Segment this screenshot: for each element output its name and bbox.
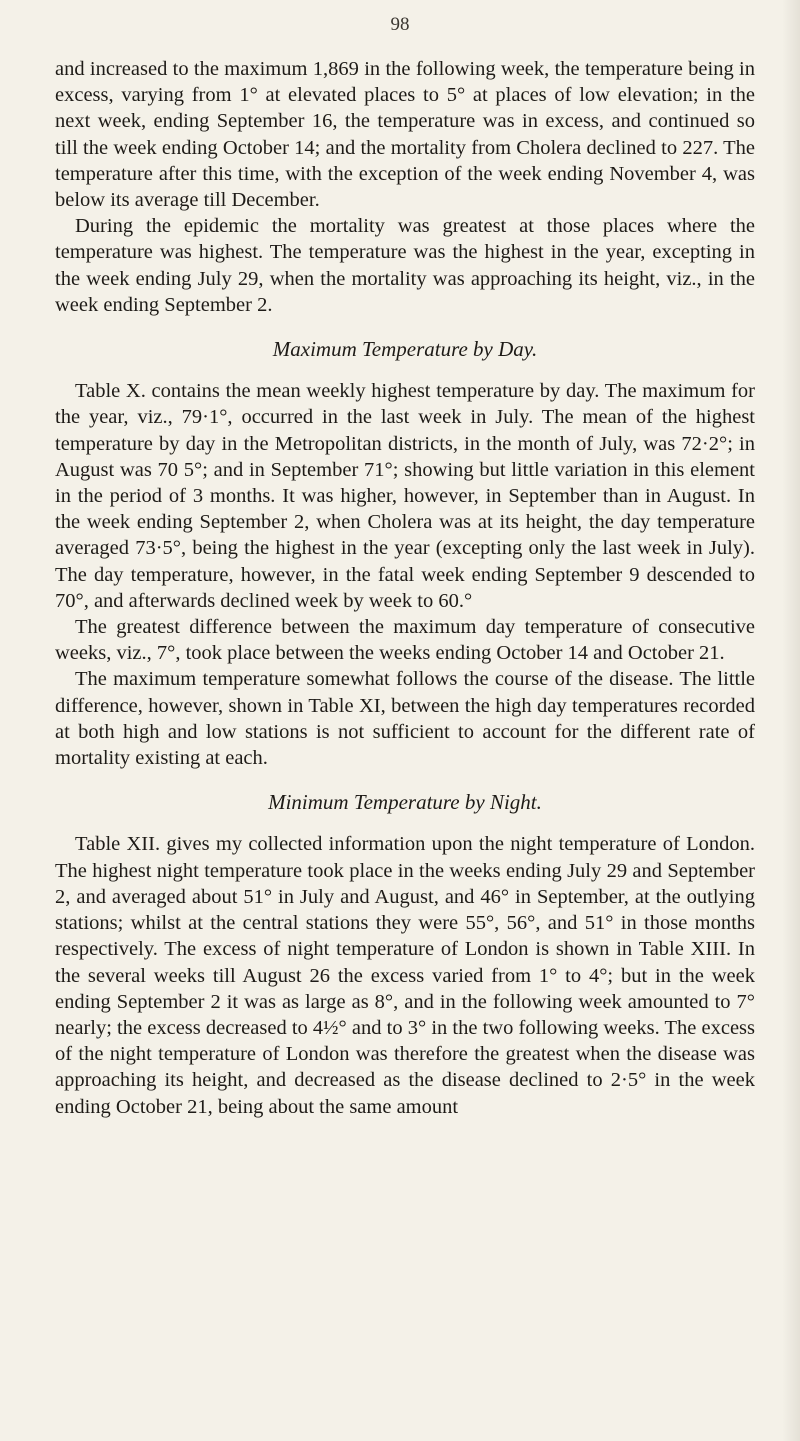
page-edge-shadow [782,0,800,1441]
paragraph: The greatest difference between the maximum day temperature of consecutive weeks, viz., 7°, took place between the weeks ending October 14 and October 21. [55,616,755,665]
paragraph: During the epidemic the mortality was greatest at those places where the temperature was highest. The temperature was the highest in the year, excepting in the week ending July 29, when the mortality was approaching its height, viz., in the week ending September 2. [55,215,755,316]
text-column [55,56,755,1120]
paragraph: Table X. contains the mean weekly highest temperature by day. The maximum for the year, viz., 79·1°, occurred in the last week in July. The mean of the highest temperature by day in the Metropolitan districts, in the month of July, was 72·2°; in August was 70 5°; and in September 71°; showing but little variation in this element in the period of 3 months. It was higher, however, in September than in August. In the week ending September 2, when Cholera was at its height, the day temperature averaged 73·5°, being the highest in the year (excepting only the last week in July). The day temperature, however, in the fatal week ending September 9 descended to 70°, and afterwards declined week by week to 60.° [55,380,755,612]
paragraph: and increased to the maximum 1,869 in the following week, the temperature being in excess, varying from 1° at elevated places to 5° at places of low elevation; in the next week, ending September 16, the temperature was in excess, and continued so till the week ending October 14; and the mortality from Cholera declined to 227. The temperature after this time, with the exception of the week ending November 4, was below its average till December. [55,58,755,212]
paragraph: The maximum temperature somewhat follows the course of the disease. The little difference, however, shown in Table XI, between the high day temperatures recorded at both high and low stations is not sufficient to account for the different rate of mortality existing at each. [55,668,755,770]
paragraph: Table XII. gives my collected information upon the night temperature of London. The highest night temperature took place in the weeks ending July 29 and September 2, and averaged about 51° in July and August, and 46° in September, at the outlying stations; whilst at the central stations they were 55°, 56°, and 51° in those months respectively. The excess of night temperature of London is shown in Table XIII. In the several weeks till August 26 the excess varied from 1° to 4°; but in the week ending September 2 it was as large as 8°, and in the following week amounted to 7° nearly; the excess decreased to 4½° and to 3° in the two following weeks. The excess of the night temperature of London was therefore the greatest when the disease was approaching its height, and decreased as the disease declined to 2·5° in the week ending October 21, being about the same amount [55,833,755,1118]
section-heading-minimum-temperature: Minimum Temperature by Night. [268,790,542,815]
page-number: 98 [390,14,410,35]
section-heading-maximum-temperature: Maximum Temperature by Day. [272,337,538,362]
